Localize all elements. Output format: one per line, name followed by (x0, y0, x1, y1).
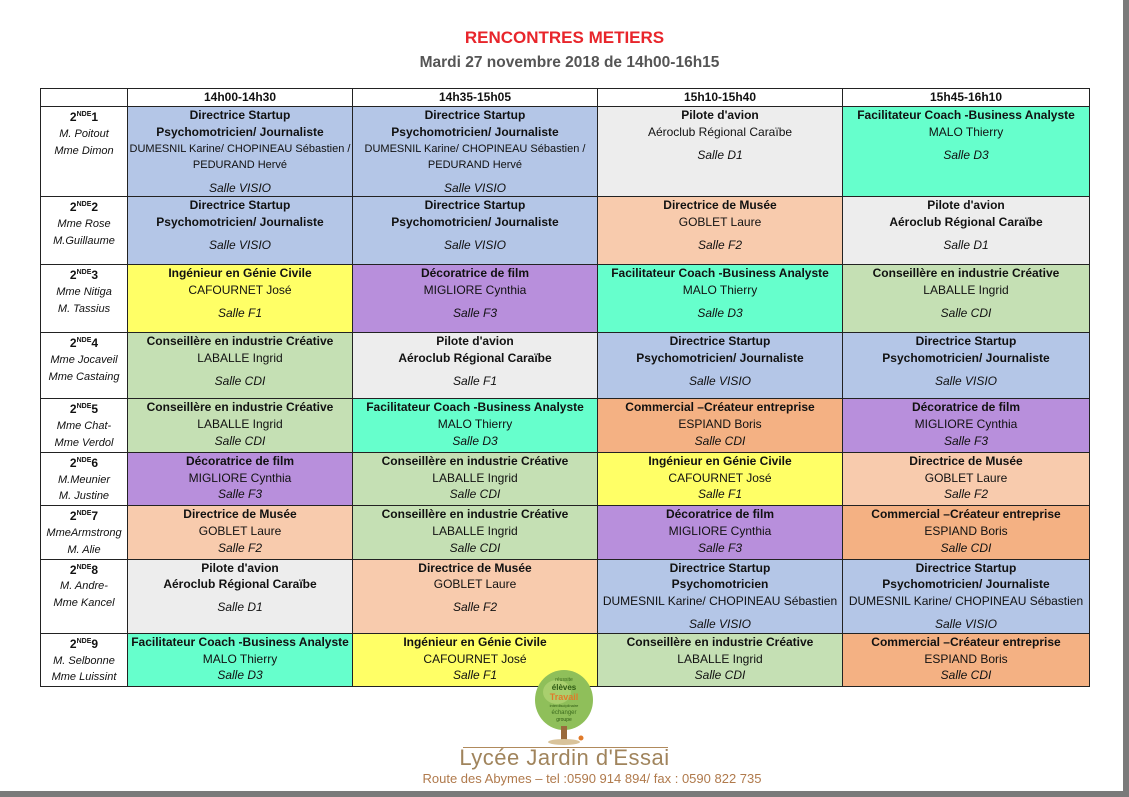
teacher-name: Mme Luissint (51, 671, 117, 684)
class-label (41, 453, 127, 472)
class-number: 7 (91, 509, 99, 524)
session-cell (598, 197, 843, 265)
session-cell (353, 197, 598, 265)
schedule-row (41, 452, 1090, 505)
header-corner (41, 89, 128, 107)
session-job: Directrice Startup (915, 334, 1017, 349)
session-room: Salle F2 (217, 540, 263, 555)
session-room: Salle F1 (452, 373, 498, 388)
session-speaker: GOBLET Laure (433, 577, 517, 592)
session-job: Facilitateur Coach -Business Analyste (366, 400, 584, 415)
class-label (41, 399, 127, 418)
session-job: Commercial –Créateur entreprise (871, 507, 1061, 522)
session-speaker: MIGLIORE Cynthia (668, 523, 772, 538)
session-room: Salle VISIO (934, 373, 998, 388)
session-speaker: CAFOURNET José (188, 283, 292, 298)
class-cell (41, 197, 128, 265)
session-speaker: MALO Thierry (928, 124, 1004, 139)
session-speaker: MALO Thierry (437, 417, 513, 432)
session-room: Salle F1 (217, 305, 263, 320)
session-job: Décoratrice de film (185, 453, 295, 468)
slot-header: 15h45-16h10 (843, 89, 1090, 107)
class-suffix: NDE (76, 111, 92, 118)
session-cell (598, 333, 843, 399)
session-speaker: CAFOURNET José (423, 651, 527, 666)
session-job: Directrice de Musée (663, 198, 777, 213)
slot-header: 14h00-14h30 (128, 89, 353, 107)
session-line2: Psychomotricien/ Journaliste (391, 124, 559, 139)
session-cell (843, 399, 1090, 452)
session-cell (843, 333, 1090, 399)
class-label (41, 197, 127, 216)
session-job: Facilitateur Coach -Business Analyste (857, 108, 1075, 122)
teacher-name: Mme Rose (57, 218, 111, 231)
session-room: Salle F1 (452, 668, 498, 683)
session-speaker: LABALLE Ingrid (923, 283, 1009, 298)
class-prefix: 2 (69, 336, 77, 351)
session-line2: Psychomotricien/ Journaliste (391, 215, 559, 230)
class-number: 9 (91, 636, 99, 651)
session-speaker: ESPIAND Boris (924, 651, 1008, 666)
session-cell (598, 265, 843, 333)
teacher-name: M.Meunier (58, 473, 110, 486)
class-suffix: NDE (76, 510, 92, 518)
session-room: Salle CDI (449, 487, 501, 502)
school-logo (533, 668, 595, 748)
session-cell (128, 452, 353, 505)
session-room: Salle D3 (943, 147, 989, 162)
teacher-name: Mme Dimon (54, 144, 114, 157)
page-border-right (1123, 0, 1129, 797)
logo-word: élèves (551, 683, 577, 692)
session-speaker: DUMESNIL Karine/ CHOPINEAU Sébastien (848, 594, 1084, 609)
session-room: Salle VISIO (934, 616, 998, 631)
class-prefix: 2 (69, 455, 77, 470)
session-room: Salle F3 (217, 487, 263, 502)
class-label (41, 634, 127, 653)
class-cell (41, 633, 128, 686)
session-job: Directrice Startup (189, 198, 291, 213)
class-prefix: 2 (69, 636, 77, 651)
session-room: Salle F2 (452, 600, 498, 615)
teacher-name: Mme Chat- (56, 420, 112, 433)
session-cell (128, 333, 353, 399)
session-job: Directrice Startup (915, 560, 1017, 575)
class-label (41, 265, 127, 284)
class-suffix: NDE (76, 637, 92, 645)
session-cell (598, 559, 843, 633)
schedule-table (40, 88, 1090, 687)
session-room: Salle F2 (943, 487, 989, 502)
session-cell (128, 265, 353, 333)
class-cell (41, 265, 128, 333)
session-speaker: Aéroclub Régional Caraïbe (647, 124, 793, 139)
class-prefix: 2 (69, 200, 77, 215)
session-room: Salle CDI (940, 668, 992, 683)
session-speaker: DUMESNIL Karine/ CHOPINEAU Sébastien / PEDURAND Hervé (364, 142, 586, 172)
session-job: Pilote d'avion (436, 334, 514, 349)
schedule-row (41, 197, 1090, 265)
class-number: 8 (91, 562, 99, 577)
class-suffix: NDE (76, 403, 92, 411)
schedule-body (41, 107, 1090, 687)
session-room: Salle D1 (697, 147, 743, 162)
class-suffix: NDE (76, 337, 92, 345)
session-speaker: GOBLET Laure (678, 215, 762, 230)
session-job: Directrice Startup (424, 108, 526, 122)
session-room: Salle VISIO (443, 180, 507, 195)
session-room: Salle VISIO (208, 180, 272, 195)
session-cell (843, 506, 1090, 559)
session-room: Salle CDI (449, 540, 501, 555)
session-job: Directrice Startup (669, 560, 771, 575)
session-cell (128, 107, 353, 197)
session-cell (843, 197, 1090, 265)
session-cell (843, 107, 1090, 197)
session-speaker: GOBLET Laure (924, 470, 1008, 485)
logo-word: interdisciplinaire (549, 703, 579, 708)
class-cell (41, 107, 128, 197)
schedule-row (41, 107, 1090, 197)
session-room: Salle VISIO (208, 237, 272, 252)
class-prefix: 2 (69, 509, 77, 524)
teacher-name: Mme Kancel (53, 597, 115, 610)
class-cell (41, 559, 128, 633)
teacher-name: Mme Nitiga (56, 286, 112, 299)
session-cell (598, 506, 843, 559)
session-cell (353, 452, 598, 505)
session-cell (843, 452, 1090, 505)
session-room: Salle CDI (940, 305, 992, 320)
session-speaker: MALO Thierry (202, 651, 278, 666)
session-line2: Aéroclub Régional Caraïbe (398, 351, 552, 366)
session-speaker: LABALLE Ingrid (677, 651, 763, 666)
schedule-row (41, 399, 1090, 452)
session-speaker: ESPIAND Boris (924, 523, 1008, 538)
school-address: Route des Abymes – tel :0590 914 894/ fax : 0590 822 735 (422, 771, 762, 786)
session-room: Salle VISIO (443, 237, 507, 252)
session-room: Salle D3 (697, 305, 743, 320)
session-job: Ingénieur en Génie Civile (168, 266, 312, 281)
teacher-name: Mme Jocaveil (50, 354, 118, 367)
session-job: Décoratrice de film (420, 266, 530, 281)
teacher-name: M. Poitout (59, 127, 109, 140)
slot-header: 14h35-15h05 (353, 89, 598, 107)
session-room: Salle F3 (697, 540, 743, 555)
session-room: Salle F3 (452, 305, 498, 320)
session-cell (353, 333, 598, 399)
logo-tree-trunk (561, 726, 567, 740)
session-room: Salle D1 (217, 600, 263, 615)
class-number: 4 (91, 336, 99, 351)
class-label (41, 506, 127, 525)
session-job: Facilitateur Coach -Business Analyste (131, 634, 349, 649)
session-cell (843, 265, 1090, 333)
session-job: Directrice Startup (189, 108, 291, 122)
session-room: Salle F3 (943, 433, 989, 448)
session-job: Pilote d'avion (681, 108, 759, 122)
class-cell (41, 333, 128, 399)
session-job: Directrice Startup (424, 198, 526, 213)
logo-word: réussite (555, 677, 573, 683)
session-cell (353, 399, 598, 452)
session-room: Salle CDI (694, 433, 746, 448)
session-cell (843, 633, 1090, 686)
class-number: 5 (91, 402, 99, 417)
session-cell (128, 559, 353, 633)
class-number: 3 (91, 268, 99, 283)
session-speaker: LABALLE Ingrid (432, 470, 518, 485)
session-job: Commercial –Créateur entreprise (625, 400, 815, 415)
teacher-name: Mme Castaing (48, 370, 120, 383)
class-suffix: NDE (76, 563, 92, 571)
class-prefix: 2 (69, 268, 77, 283)
school-name: Lycée Jardin d'Essai (459, 745, 670, 770)
session-job: Pilote d'avion (201, 560, 279, 575)
session-room: Salle F2 (697, 237, 743, 252)
class-suffix: NDE (76, 456, 92, 464)
session-room: Salle D3 (217, 668, 263, 683)
session-cell (353, 559, 598, 633)
class-label (41, 560, 127, 579)
session-cell (843, 559, 1090, 633)
session-speaker: DUMESNIL Karine/ CHOPINEAU Sébastien (602, 594, 838, 609)
session-line2: Aéroclub Régional Caraïbe (163, 577, 317, 592)
teacher-name: M. Andre- (60, 580, 108, 593)
session-cell (598, 452, 843, 505)
session-cell (598, 107, 843, 197)
teacher-name: MmeArmstrong (46, 526, 122, 539)
class-prefix: 2 (69, 110, 77, 124)
session-job: Conseillère en industrie Créative (626, 634, 814, 649)
class-suffix: NDE (76, 269, 92, 277)
session-cell (128, 399, 353, 452)
session-cell (598, 633, 843, 686)
class-cell (41, 399, 128, 452)
session-speaker: GOBLET Laure (198, 523, 282, 538)
class-number: 1 (91, 110, 99, 124)
schedule-row (41, 265, 1090, 333)
class-label (41, 333, 127, 352)
teacher-name: Mme Verdol (54, 436, 114, 449)
teacher-name: M. Alie (67, 543, 101, 556)
logo-word: groupe (556, 717, 572, 723)
logo-word: échanger (551, 710, 577, 716)
session-room: Salle D1 (943, 237, 989, 252)
session-cell (353, 107, 598, 197)
session-job: Ingénieur en Génie Civile (403, 634, 547, 649)
session-speaker: CAFOURNET José (668, 470, 772, 485)
session-room: Salle VISIO (688, 616, 752, 631)
session-job: Directrice de Musée (183, 507, 297, 522)
slot-header: 15h10-15h40 (598, 89, 843, 107)
session-speaker: DUMESNIL Karine/ CHOPINEAU Sébastien / PEDURAND Hervé (129, 142, 351, 172)
page-title: RENCONTRES METIERS (464, 28, 665, 47)
session-speaker: LABALLE Ingrid (197, 351, 283, 366)
session-cell (128, 633, 353, 686)
session-cell (128, 506, 353, 559)
teacher-name: M. Selbonne (53, 654, 115, 667)
session-job: Ingénieur en Génie Civile (648, 453, 792, 468)
class-cell (41, 452, 128, 505)
logo-fruit (579, 736, 584, 741)
class-prefix: 2 (69, 402, 77, 417)
logo-word: Travail (549, 692, 579, 702)
session-line2: Psychomotricien/ Journaliste (636, 351, 804, 366)
schedule-row (41, 559, 1090, 633)
session-job: Directrice de Musée (418, 560, 532, 575)
session-line2: Aéroclub Régional Caraïbe (889, 215, 1043, 230)
session-room: Salle VISIO (688, 373, 752, 388)
teacher-name: M. Tassius (57, 302, 111, 315)
session-job: Facilitateur Coach -Business Analyste (611, 266, 829, 281)
session-job: Conseillère en industrie Créative (872, 266, 1060, 281)
session-cell (353, 506, 598, 559)
page-subtitle: Mardi 27 novembre 2018 de 14h00-16h15 (419, 54, 720, 71)
session-room: Salle CDI (214, 373, 266, 388)
session-line2: Psychomotricien/ Journaliste (882, 351, 1050, 366)
session-job: Directrice Startup (669, 334, 771, 349)
schedule-row (41, 333, 1090, 399)
session-cell (598, 399, 843, 452)
session-line2: Psychomotricien/ Journaliste (156, 124, 324, 139)
session-room: Salle CDI (940, 540, 992, 555)
session-job: Décoratrice de film (911, 400, 1021, 415)
session-speaker: LABALLE Ingrid (432, 523, 518, 538)
session-job: Pilote d'avion (927, 198, 1005, 213)
session-speaker: LABALLE Ingrid (197, 417, 283, 432)
session-job: Conseillère en industrie Créative (381, 453, 569, 468)
schedule-row (41, 506, 1090, 559)
session-job: Conseillère en industrie Créative (381, 507, 569, 522)
session-room: Salle CDI (694, 668, 746, 683)
session-cell (353, 265, 598, 333)
class-number: 2 (91, 200, 99, 215)
class-prefix: 2 (69, 562, 77, 577)
session-speaker: MIGLIORE Cynthia (423, 283, 527, 298)
teacher-name: M. Justine (58, 490, 110, 503)
session-speaker: MALO Thierry (682, 283, 758, 298)
session-speaker: MIGLIORE Cynthia (914, 417, 1018, 432)
session-line2: Psychomotricien/ Journaliste (882, 577, 1050, 592)
session-room: Salle D3 (452, 433, 498, 448)
class-number: 6 (91, 455, 99, 470)
session-line2: Psychomotricien/ Journaliste (156, 215, 324, 230)
class-label (41, 107, 127, 126)
class-cell (41, 506, 128, 559)
session-cell (128, 197, 353, 265)
session-speaker: ESPIAND Boris (678, 417, 762, 432)
session-job: Directrice de Musée (909, 453, 1023, 468)
teacher-name: M.Guillaume (53, 234, 115, 247)
session-job: Décoratrice de film (665, 507, 775, 522)
session-job: Conseillère en industrie Créative (146, 400, 334, 415)
session-speaker: MIGLIORE Cynthia (188, 470, 292, 485)
session-room: Salle CDI (214, 433, 266, 448)
session-room: Salle F1 (697, 487, 743, 502)
class-suffix: NDE (76, 201, 92, 209)
page-border-bottom (0, 791, 1129, 797)
session-job: Conseillère en industrie Créative (146, 334, 334, 349)
session-job: Commercial –Créateur entreprise (871, 634, 1061, 649)
table-header-row (41, 89, 1090, 107)
session-line2: Psychomotricien (671, 577, 769, 592)
